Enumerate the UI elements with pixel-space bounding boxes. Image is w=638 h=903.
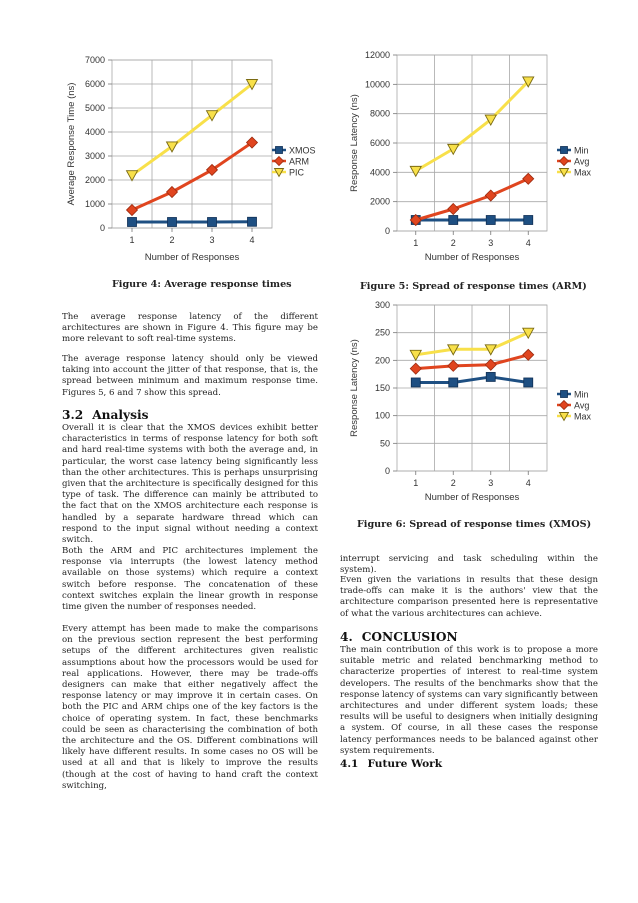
legend-label: Avg: [574, 400, 590, 411]
x-tick-label: 4: [249, 235, 255, 245]
x-tick-label: 2: [450, 238, 456, 248]
data-point-min: [449, 378, 458, 387]
x-tick-label: 4: [525, 238, 531, 248]
data-point-max: [448, 144, 459, 154]
figure-4-caption: Figure 4: Average response times: [112, 279, 292, 290]
left-paragraph-4: Both the ARM and PIC architectures implement the response via interrupts (the lowest latency method available on those systems) which require a context switch before response. The concatenation of these context switches explain the linear growth in response time given the number of responses needed.: [62, 546, 318, 613]
x-tick-label: 4: [525, 478, 531, 488]
legend-marker: [276, 147, 283, 154]
left-paragraph-2: The average response latency should only be viewed taking into account the jitter of that response, that is, the spread between minimum and maximum response time. Figures 5, 6 and 7 show this spread.: [62, 354, 318, 398]
y-axis-label: Average Response Time (ns): [66, 82, 77, 206]
y-tick-label: 4000: [84, 127, 105, 137]
x-tick-label: 2: [450, 478, 456, 488]
legend-marker: [560, 401, 569, 410]
section-title: Analysis: [92, 408, 149, 422]
legend-marker: [275, 157, 284, 166]
x-tick-label: 3: [488, 478, 494, 488]
x-tick-label: 1: [413, 478, 419, 488]
legend-marker: [560, 157, 569, 166]
data-point-arm: [167, 187, 178, 198]
y-tick-label: 1000: [84, 199, 105, 209]
x-axis-label: Number of Responses: [424, 492, 520, 503]
y-tick-label: 12000: [364, 50, 390, 60]
x-axis-label: Number of Responses: [424, 252, 520, 263]
y-tick-label: 6000: [369, 138, 390, 148]
y-tick-label: 10000: [364, 79, 390, 90]
data-point-max: [410, 166, 421, 176]
legend-marker: [561, 147, 568, 154]
section-title: CONCLUSION: [361, 630, 458, 644]
y-tick-label: 2000: [84, 175, 105, 185]
legend-label: Avg: [574, 156, 590, 167]
data-point-avg: [485, 359, 496, 370]
data-point-avg: [448, 204, 459, 215]
y-tick-label: 0: [384, 226, 390, 236]
y-tick-label: 100: [374, 410, 390, 421]
x-axis-label: Number of Responses: [144, 252, 240, 263]
right-paragraph-3: The main contribution of this work is to propose a more suitable metric and related benchmarking method to characterize properties of interest to real-time system developers. The results of the benchmarks show that the response latency of systems can vary significantly between architectures and under different system loads; these results will be useful to designers when initially designing a system. Of course, in all these cases the response latency performances needs to be balanced against other system requirements.: [340, 645, 598, 756]
y-tick-label: 4000: [369, 167, 390, 178]
y-tick-label: 7000: [84, 55, 105, 65]
y-tick-label: 300: [374, 300, 390, 310]
y-axis-label: Response Latency (ns): [349, 339, 360, 437]
y-tick-label: 250: [374, 327, 390, 338]
section-3-2-heading: [62, 408, 149, 422]
figure-4-chart: [62, 50, 332, 270]
y-tick-label: 0: [384, 466, 390, 476]
data-point-arm: [127, 205, 138, 216]
legend-label: PIC: [289, 167, 305, 178]
legend-label: XMOS: [289, 145, 316, 156]
data-point-min: [486, 216, 495, 225]
figure-5-chart: [345, 45, 605, 270]
section-4-heading: [340, 630, 458, 644]
figure-5-svg: [345, 45, 605, 270]
data-point-avg: [485, 190, 496, 201]
section-number: 4.: [340, 630, 353, 644]
legend-label: Max: [574, 411, 592, 422]
y-tick-label: 0: [99, 223, 105, 233]
data-point-min: [524, 378, 533, 387]
data-point-avg: [448, 360, 459, 371]
legend-label: ARM: [289, 156, 309, 167]
data-point-avg: [410, 363, 421, 374]
data-point-pic: [127, 171, 138, 181]
y-tick-label: 5000: [84, 103, 105, 113]
y-tick-label: 150: [374, 383, 390, 393]
subsection-number: 4.1: [340, 758, 359, 770]
data-point-xmos: [128, 218, 137, 227]
data-point-min: [524, 216, 533, 225]
y-tick-label: 50: [379, 438, 390, 449]
y-tick-label: 2000: [369, 196, 390, 207]
y-tick-label: 200: [374, 355, 390, 366]
data-point-avg: [523, 349, 534, 360]
data-point-xmos: [208, 218, 217, 227]
data-point-avg: [523, 173, 534, 184]
data-point-xmos: [168, 218, 177, 227]
figure-6-svg: [345, 295, 605, 510]
left-paragraph-3: Overall it is clear that the XMOS devices exhibit better characteristics in terms of response latency for both soft and hard real-time systems with both the average and, in particular, the worst case latency being significantly less than the other architectures. This is perhaps unsurprising given that the architecture is specifically designed for this type of task. The difference can mainly be attributed to the fact that on the XMOS architecture each response is handled by a separate hardware thread which can respond to the input signal without needing a context switch.: [62, 423, 318, 546]
data-point-min: [449, 216, 458, 225]
data-point-min: [411, 378, 420, 387]
figure-6-caption: Figure 6: Spread of response times (XMOS): [357, 519, 592, 530]
left-paragraph-1: The average response latency of the different architectures are shown in Figure 4. This figure may be more relevant to soft real-time systems.: [62, 312, 318, 345]
y-tick-label: 8000: [369, 108, 390, 119]
legend-marker: [561, 391, 568, 398]
figure-5-caption: Figure 5: Spread of response times (ARM): [360, 281, 587, 292]
x-tick-label: 3: [488, 238, 494, 248]
legend-label: Max: [574, 167, 592, 178]
legend-label: Min: [574, 389, 589, 400]
y-axis-label: Response Latency (ns): [349, 94, 360, 192]
subsection-title: Future Work: [367, 758, 443, 770]
section-4-1-heading: [340, 758, 442, 770]
legend-label: Min: [574, 145, 589, 156]
y-tick-label: 3000: [84, 151, 105, 161]
right-paragraph-1: interrupt servicing and task scheduling within the system).: [340, 554, 598, 576]
right-paragraph-2: Even given the variations in results that these design trade-offs can make it is the authors' view that the architecture comparison presented here is representative of what the various architectures can achieve.: [340, 575, 598, 619]
data-point-min: [486, 372, 495, 381]
y-tick-label: 6000: [84, 79, 105, 89]
x-tick-label: 1: [129, 235, 135, 245]
left-paragraph-5: Every attempt has been made to make the comparisons on the previous section represent the best performing setups of the different architectures given realistic assumptions about how the processors would be used for real applications. However, there may be trade-offs designers can make that either negatively affect the response latency or may improve it in certain cases. On both the PIC and ARM chips one of the key factors is the choice of operating system. In fact, these benchmarks could be seen as characterising the combination of both the architecture and the OS. Different combinations will likely have different results. In some cases no OS will be used at all and that is likely to improve the results (though at the cost of having to hand craft the context switching,: [62, 624, 318, 791]
section-number: 3.2: [62, 408, 84, 422]
figure-4-svg: [62, 50, 332, 270]
x-tick-label: 2: [169, 235, 175, 245]
x-tick-label: 3: [209, 235, 215, 245]
figure-6-chart: [345, 295, 605, 510]
x-tick-label: 1: [413, 238, 419, 248]
data-point-xmos: [248, 217, 257, 226]
